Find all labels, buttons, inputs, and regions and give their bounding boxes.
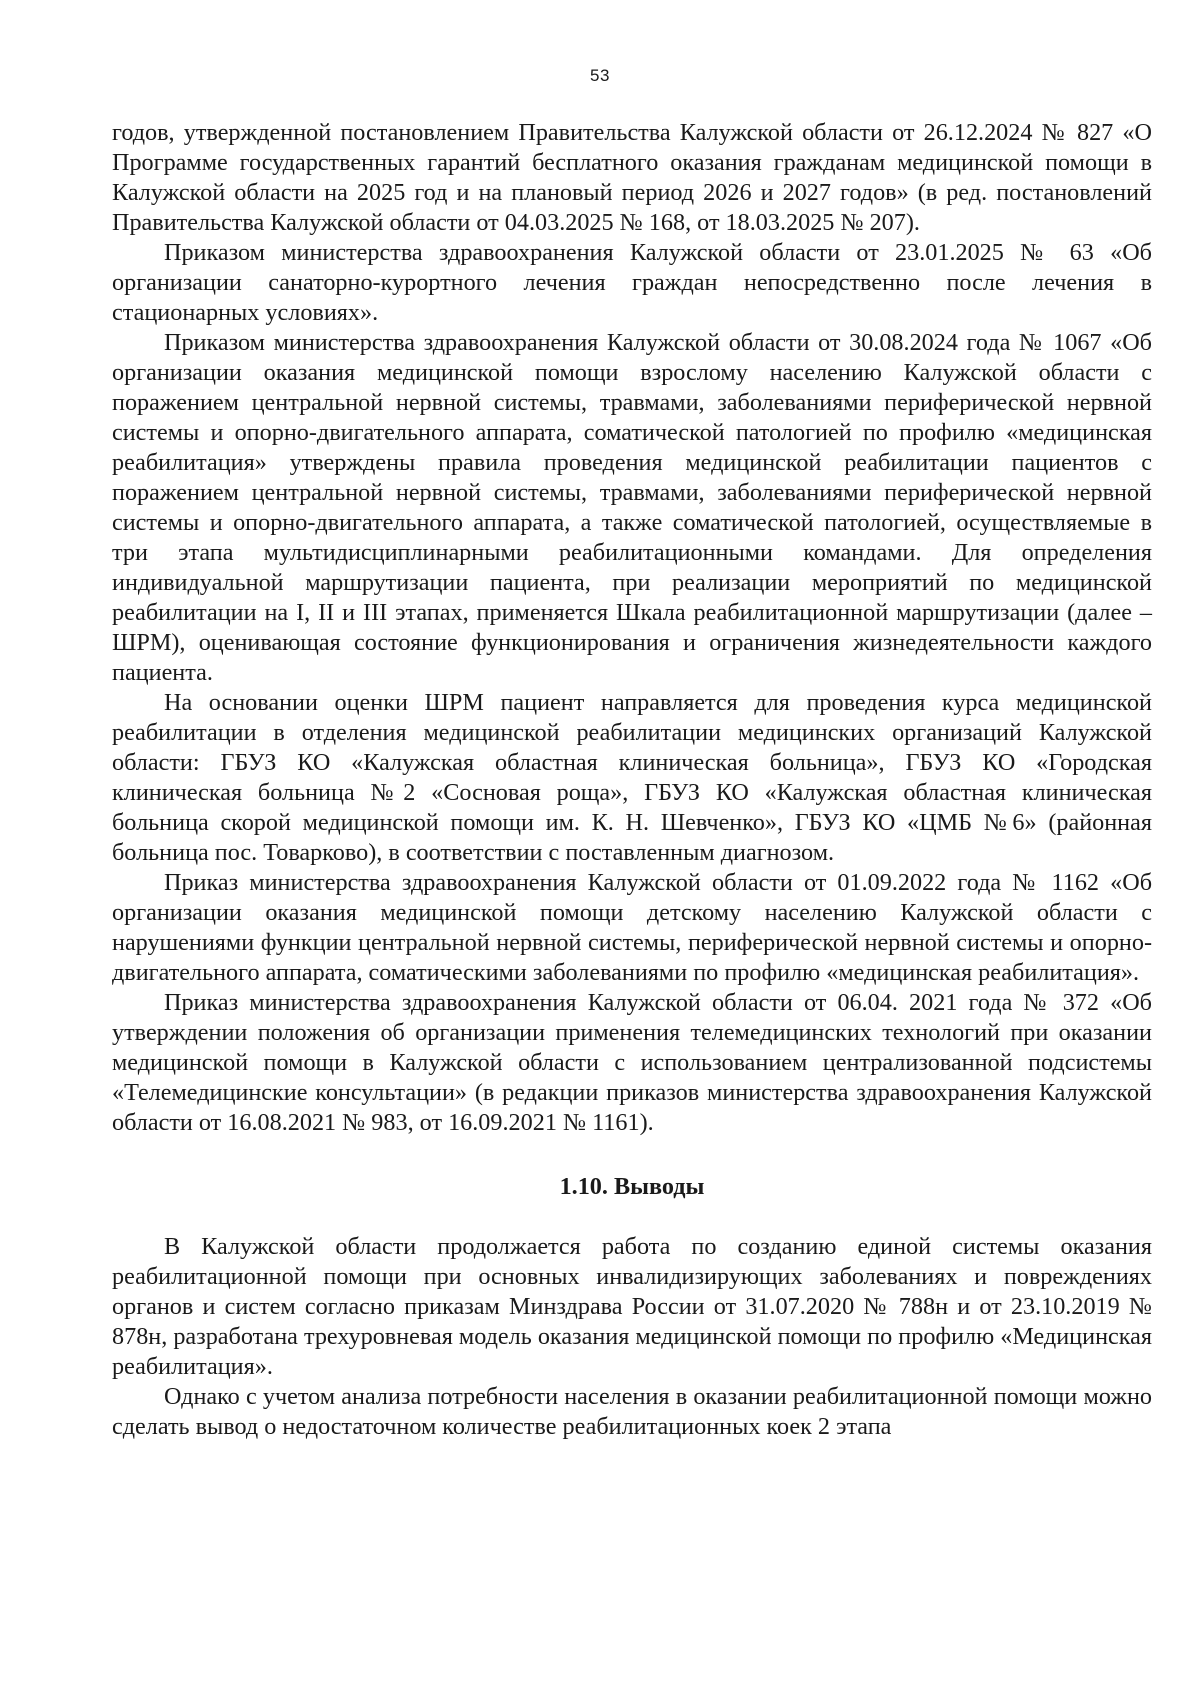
paragraph: Приказом министерства здравоохранения Калужской области от 23.01.2025 № 63 «Об организации санаторно-курортного лечения граждан непосредственно после лечения в стационарных условиях». — [112, 239, 1152, 326]
paragraph: годов, утвержденной постановлением Правительства Калужской области от 26.12.2024 № 827 «О Программе государственных гарантий бесплатного оказания гражданам медицинской помощи в Калужской области на 2025 год и на плановый период 2026 и 2027 годов» (в ред. постановлений Правительства Калужской области от 04.03.2025 № 168, от 18.03.2025 № 207). — [112, 119, 1152, 236]
paragraph: Приказом министерства здравоохранения Калужской области от 30.08.2024 года № 1067 «Об организации оказания медицинской помощи взрослому населению Калужской области с поражением центральной нервной системы, травмами, заболеваниями периферической нервной системы и опорно-двигательного аппарата, соматической патологией по профилю «медицинская реабилитация» утверждены правила проведения медицинской реабилитации пациентов с поражением центральной нервной системы, травмами, заболеваниями периферической нервной системы и опорно-двигательного аппарата, а также соматической патологией, осуществляемые в три этапа мультидисциплинарными реабилитационными командами. Для определения индивидуальной маршрутизации пациента, при реализации мероприятий по медицинской реабилитации на I, II и III этапах, применяется Шкала реабилитационной маршрутизации (далее – ШРМ), оценивающая состояние функционирования и ограничения жизнедеятельности каждого пациента. — [112, 329, 1152, 686]
paragraph: Однако с учетом анализа потребности населения в оказании реабилитационной помощи можно сделать вывод о недостаточном количестве реабилитационных коек 2 этапа — [112, 1383, 1152, 1440]
paragraph: На основании оценки ШРМ пациент направляется для проведения курса медицинской реабилитации в отделения медицинской реабилитации медицинских организаций Калужской области: ГБУЗ КО «Калужская областная клиническая больница», ГБУЗ КО «Городская клиническая больница №2 «Сосновая роща», ГБУЗ КО «Калужская областная клиническая больница скорой медицинской помощи им. К. Н. Шевченко», ГБУЗ КО «ЦМБ №6» (районная больница пос. Товарково), в соответствии с поставленным диагнозом. — [112, 689, 1152, 866]
paragraph: В Калужской области продолжается работа по созданию единой системы оказания реабилитационной помощи при основных инвалидизирующих заболеваниях и повреждениях органов и систем согласно приказам Минздрава России от 31.07.2020 № 788н и от 23.10.2019 № 878н, разработана трехуровневая модель оказания медицинской помощи по профилю «Медицинская реабилитация». — [112, 1233, 1152, 1380]
paragraph: Приказ министерства здравоохранения Калужской области от 01.09.2022 года № 1162 «Об организации оказания медицинской помощи детскому населению Калужской области с нарушениями функции центральной нервной системы, периферической нервной системы и опорно-двигательного аппарата, соматическими заболеваниями по профилю «медицинская реабилитация». — [112, 869, 1152, 986]
document-body — [112, 118, 1152, 1442]
page-number: 53 — [590, 66, 610, 85]
section-heading: 1.10. Выводы — [559, 1173, 705, 1200]
paragraph: Приказ министерства здравоохранения Калужской области от 06.04. 2021 года № 372 «Об утверждении положения об организации применения телемедицинских технологий при оказании медицинской помощи в Калужской области с использованием централизованной подсистемы «Телемедицинские консультации» (в редакции приказов министерства здравоохранения Калужской области от 16.08.2021 № 983, от 16.09.2021 № 1161). — [112, 989, 1152, 1136]
